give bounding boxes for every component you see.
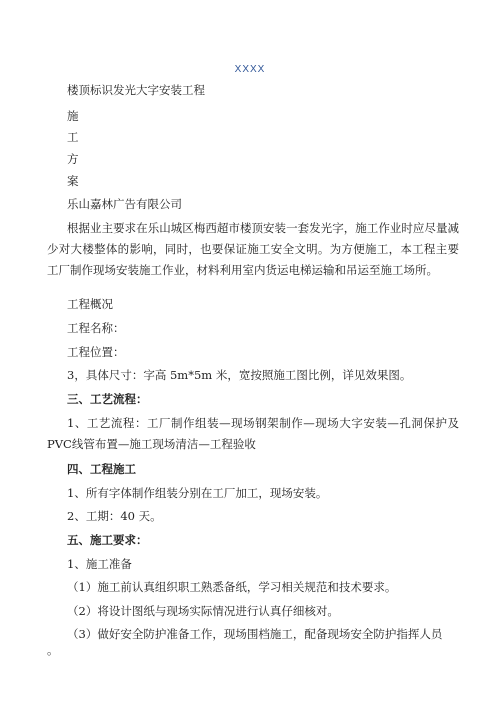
requirement-3-tail: 。 bbox=[47, 643, 59, 657]
size-spec: 3，具体尺寸：字高 5m*5m 米，宽按照施工图比例，详见效果图。 bbox=[67, 368, 412, 382]
project-location-label: 工程位置： bbox=[67, 345, 125, 359]
requirement-2: （2）将设计图纸与现场实际情况进行认真仔细核对。 bbox=[67, 604, 339, 618]
title-char-1: 施 bbox=[67, 109, 79, 123]
preparation-heading: 1、施工准备 bbox=[67, 557, 132, 571]
title-char-3: 方 bbox=[67, 152, 79, 166]
process-flow: 1、工艺流程：工厂制作组装—现场钢架制作—现场大字安装—孔洞保护及PVC线管布置—施工现场清洁—工程验收 bbox=[47, 416, 459, 451]
company-name: 乐山嘉林广告有限公司 bbox=[67, 197, 182, 211]
title-char-4: 案 bbox=[67, 174, 79, 188]
section-4-heading: 四、工程施工 bbox=[67, 462, 136, 476]
requirement-1: （1）施工前认真组织职工熟悉备纸，学习相关规范和技术要求。 bbox=[67, 580, 397, 594]
page-header: XXXX bbox=[234, 64, 266, 75]
construction-item-2: 2、工期：40 天。 bbox=[67, 509, 162, 523]
project-title: 楼顶标识发光大字安装工程 bbox=[67, 83, 205, 97]
section-overview: 工程概况 bbox=[67, 297, 113, 311]
title-char-2: 工 bbox=[67, 130, 79, 144]
section-5-heading: 五、施工要求： bbox=[67, 533, 148, 547]
requirement-3: （3）做好安全防护准备工作，现场围档施工，配备现场安全防护指挥人员 bbox=[67, 627, 443, 641]
section-3-heading: 三、工艺流程： bbox=[67, 392, 148, 406]
construction-item-1: 1、所有字体制作组装分别在工厂加工，现场安装。 bbox=[67, 486, 328, 500]
project-name-label: 工程名称： bbox=[67, 321, 125, 335]
intro-paragraph: 根据业主要求在乐山城区梅西超市楼顶安装一套发光字，施工作业时应尽量减少对大楼整体的影响，同时，也要保证施工安全文明。为方便施工，本工程主要工厂制作现场安装施工作业，材料利用室内货运电梯运输和吊运至施工场所。 bbox=[47, 221, 459, 277]
